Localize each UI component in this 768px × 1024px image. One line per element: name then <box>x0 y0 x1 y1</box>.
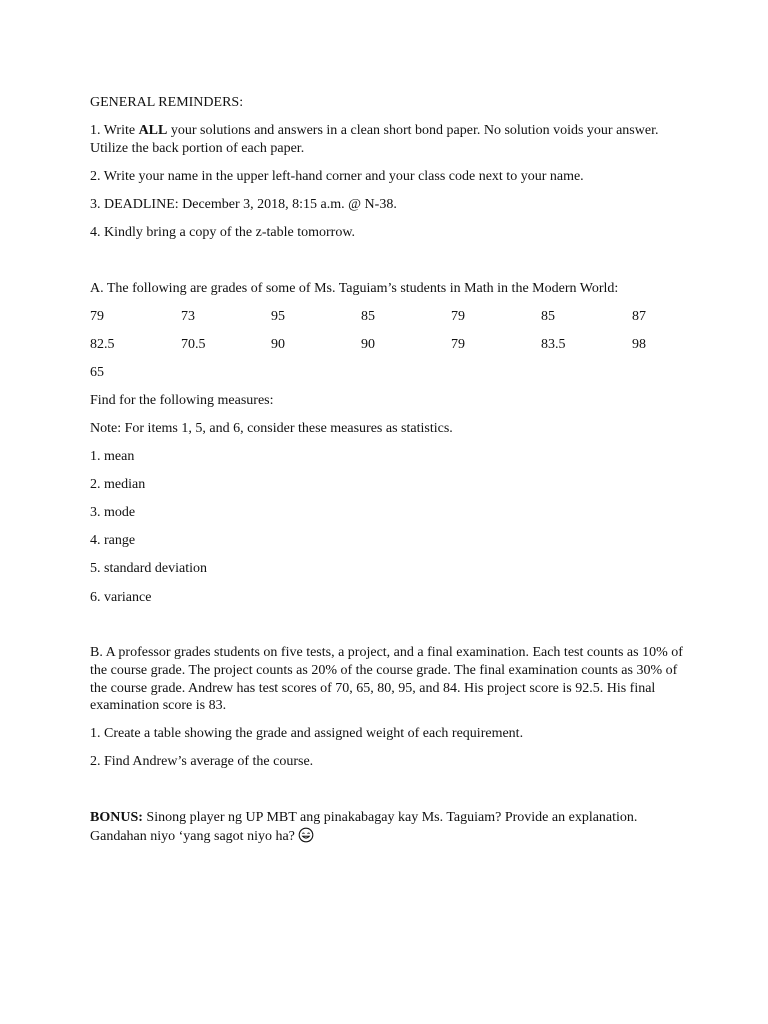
grade-cell: 85 <box>541 309 555 324</box>
reminder-item-1-rest: your solutions and answers in a clean short bond paper. No solution voids your answer. <box>167 123 659 138</box>
grade-cell: 98 <box>632 337 646 352</box>
part-b-task-1: 1. Create a table showing the grade and assigned weight of each requirement. <box>90 726 524 741</box>
measure-item: 3. mode <box>90 505 136 520</box>
grade-cell: 90 <box>271 337 285 352</box>
measure-item: 2. median <box>90 477 146 492</box>
grade-cell: 79 <box>451 309 465 324</box>
grade-cell: 73 <box>181 309 195 324</box>
bonus-text: Sinong player ng UP MBT ang pinakabagay kay Ms. Taguiam? Provide an explanation. <box>142 810 638 825</box>
grade-cell: 85 <box>361 309 375 324</box>
grade-cell: 82.5 <box>90 337 115 352</box>
bonus-label: BONUS: <box>90 810 143 825</box>
part-b-line: examination score is 83. <box>90 698 227 713</box>
grade-cell: 65 <box>90 365 104 380</box>
bonus-line-2 <box>90 827 314 848</box>
smiley-icon <box>298 827 314 848</box>
part-b-line: the course grade. Andrew has test scores of 70, 65, 80, 95, and 84. His project score is 92.5. His final <box>90 681 656 696</box>
reminder-item-4: 4. Kindly bring a copy of the z-table tomorrow. <box>90 225 356 240</box>
grade-cell: 70.5 <box>181 337 206 352</box>
grade-cell: 87 <box>632 309 646 324</box>
measure-item: 1. mean <box>90 449 135 464</box>
part-b-task-2: 2. Find Andrew’s average of the course. <box>90 754 314 769</box>
grade-cell: 79 <box>90 309 104 324</box>
reminder-item-2: 2. Write your name in the upper left-hand corner and your class code next to your name. <box>90 169 584 184</box>
measure-item: 6. variance <box>90 590 152 605</box>
grade-cell: 83.5 <box>541 337 566 352</box>
part-a-intro: A. The following are grades of some of Ms. Taguiam’s students in Math in the Modern World: <box>90 281 619 296</box>
reminder-item-3: 3. DEADLINE: December 3, 2018, 8:15 a.m. @ N-38. <box>90 197 397 212</box>
grade-cell: 90 <box>361 337 375 352</box>
grade-cell: 79 <box>451 337 465 352</box>
bonus-line-1 <box>90 809 637 826</box>
reminder-item-1 <box>90 122 658 139</box>
measure-item: 5. standard deviation <box>90 561 208 576</box>
reminder-item-1-line2: Utilize the back portion of each paper. <box>90 141 305 156</box>
part-b-line: B. A professor grades students on five tests, a project, and a final examination. Each test counts as 10% of <box>90 645 683 660</box>
part-a-find: Find for the following measures: <box>90 393 274 408</box>
part-b-line: the course grade. The project counts as 20% of the course grade. The final examination counts as 30% of <box>90 663 678 678</box>
part-a-note: Note: For items 1, 5, and 6, consider these measures as statistics. <box>90 421 453 436</box>
reminder-item-1-bold: ALL <box>138 123 168 138</box>
measure-item: 4. range <box>90 533 136 548</box>
grade-cell: 95 <box>271 309 285 324</box>
reminder-item-1-prefix: 1. Write <box>90 123 139 138</box>
reminders-heading: GENERAL REMINDERS: <box>90 95 244 110</box>
bonus-line-2-text: Gandahan niyo ‘yang sagot niyo ha? <box>90 829 299 844</box>
